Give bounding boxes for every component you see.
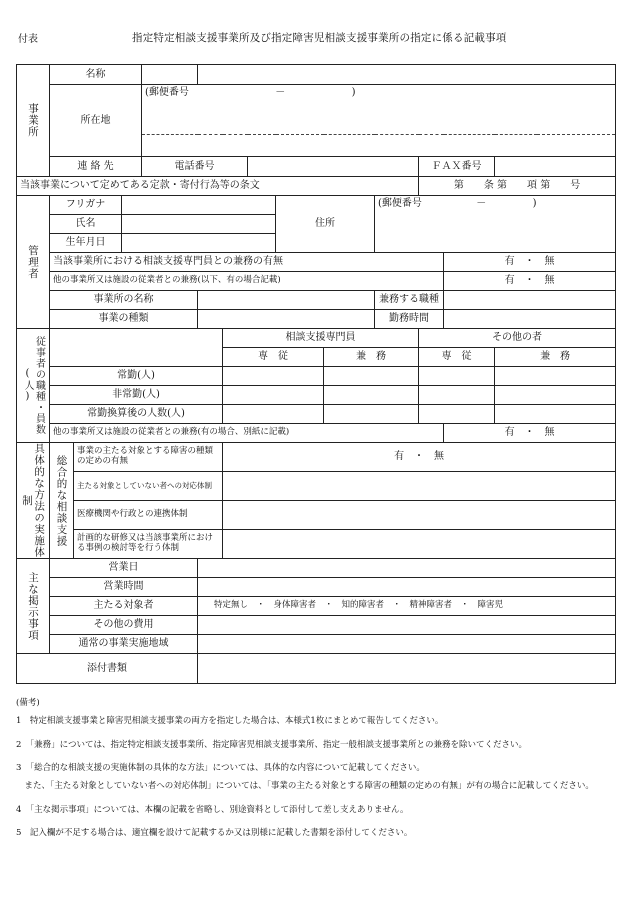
fax-field[interactable] xyxy=(495,157,616,177)
manager-postal-dash: － xyxy=(476,198,487,209)
method-section-label: 具体的な方法の実施体制 xyxy=(17,443,50,559)
training-system-field[interactable] xyxy=(223,530,616,559)
office-address-field[interactable] xyxy=(142,135,616,157)
main-target-label: 主たる対象者 xyxy=(50,597,198,616)
staff-cell[interactable] xyxy=(419,405,495,424)
job-type-label: 兼務する職種 xyxy=(375,291,444,310)
manager-postal-label: (郵便番号 xyxy=(378,198,422,209)
service-area-field[interactable] xyxy=(198,635,616,654)
manager-address-label: 住所 xyxy=(276,196,375,253)
phone-label: 電話番号 xyxy=(142,157,248,177)
remark-item: 4 「主な掲示事項」については、本欄の記載を省略し、別途資料として添付して差し支えありません。 xyxy=(16,804,409,815)
office-name-label-2: 事業所の名称 xyxy=(50,291,198,310)
staff-row-label: 非常勤(人) xyxy=(50,386,223,405)
form-table xyxy=(16,64,616,684)
business-days-field[interactable] xyxy=(198,559,616,578)
page-title: 指定特定相談支援事業所及び指定障害児相談支援事業所の指定に係る記載事項 xyxy=(132,32,507,44)
office-name-gap xyxy=(142,65,198,85)
staff-cell[interactable] xyxy=(324,386,419,405)
remark-item: 5 記入欄が不足する場合は、適宜欄を設けて記載するか又は別様に記載した書類を添付してください。 xyxy=(16,827,413,838)
concurrent-other-choice[interactable]: 有 ・ 無 xyxy=(444,272,616,291)
concurrent-consultant-choice[interactable]: 有 ・ 無 xyxy=(444,253,616,272)
non-target-support-label: 主たる対象としていない者への対応体制 xyxy=(74,472,223,501)
business-type-label: 事業の種類 xyxy=(50,310,198,329)
business-hours-label: 営業時間 xyxy=(50,578,198,597)
office-section-label: 事業所 xyxy=(17,65,50,177)
consultant-concurrent-header: 兼 務 xyxy=(324,348,419,367)
birth-date-label: 生年月日 xyxy=(50,234,122,253)
office-name-label: 名称 xyxy=(50,65,142,85)
remarks xyxy=(16,697,616,850)
attachments-field[interactable] xyxy=(198,654,616,684)
manager-name-label: 氏名 xyxy=(50,215,122,234)
non-target-support-field[interactable] xyxy=(223,472,616,501)
main-target-options[interactable]: 特定無し ・ 身体障害者 ・ 知的障害者 ・ 精神障害者 ・ 障害児 xyxy=(198,597,616,616)
target-disability-choice[interactable]: 有 ・ 無 xyxy=(223,443,616,472)
furigana-field[interactable] xyxy=(122,196,276,215)
notices-section-label: 主な掲示事項 xyxy=(17,559,50,654)
office-address-label: 所在地 xyxy=(50,85,142,157)
concurrent-consultant-label: 当該事業所における相談支援専門員との兼務の有無 xyxy=(50,253,444,272)
staff-row-label: 常勤換算後の人数(人) xyxy=(50,405,223,424)
remarks-title: (備考) xyxy=(16,698,40,708)
staff-cell[interactable] xyxy=(419,386,495,405)
work-hours-label: 勤務時間 xyxy=(375,310,444,329)
staff-row-label: 常勤(人) xyxy=(50,367,223,386)
consultant-fulltime-header: 専 従 xyxy=(223,348,324,367)
phone-field[interactable] xyxy=(248,157,419,177)
business-type-field[interactable] xyxy=(198,310,375,329)
staff-cell[interactable] xyxy=(223,367,324,386)
staff-header-blank xyxy=(50,329,223,367)
manager-name-field[interactable] xyxy=(122,215,276,234)
attachments-label: 添付書類 xyxy=(17,654,198,684)
office-name-field[interactable] xyxy=(198,65,616,85)
medical-coordination-field[interactable] xyxy=(223,501,616,530)
consultant-column-header: 相談支援専門員 xyxy=(223,329,419,348)
concurrent-office-name-field[interactable] xyxy=(198,291,375,310)
staff-cell[interactable] xyxy=(495,367,616,386)
staff-section-label: 従事者の職種・員数(人) xyxy=(17,329,50,443)
manager-section-label: 管理者 xyxy=(17,196,50,329)
staff-cell[interactable] xyxy=(495,405,616,424)
job-type-field[interactable] xyxy=(444,291,616,310)
staff-cell[interactable] xyxy=(223,386,324,405)
business-days-label: 営業日 xyxy=(50,559,198,578)
postal-label: (郵便番号 xyxy=(145,87,189,98)
articles-label: 当該事業について定めてある定款・寄付行為等の条文 xyxy=(17,177,419,196)
medical-coordination-label: 医療機関や行政との連携体制 xyxy=(74,501,223,530)
office-postal-field[interactable] xyxy=(142,85,616,135)
contact-label: 連 絡 先 xyxy=(50,157,142,177)
other-fulltime-header: 専 従 xyxy=(419,348,495,367)
remark-item: また、「主たる対象としていない者への対応体制」については、「事業の主たる対象とする障害の種類の定めの有無」が有の場合に記載してください。 xyxy=(16,781,594,792)
articles-value-field[interactable]: 第 条 第 項 第 号 xyxy=(419,177,616,196)
staff-cell[interactable] xyxy=(223,405,324,424)
staff-cell[interactable] xyxy=(324,367,419,386)
work-hours-field[interactable] xyxy=(444,310,616,329)
furigana-label: フリガナ xyxy=(50,196,122,215)
birth-date-field[interactable] xyxy=(122,234,276,253)
manager-address-field[interactable] xyxy=(375,196,616,253)
manager-postal-close: ) xyxy=(532,198,537,209)
target-disability-label: 事業の主たる対象とする障害の種類の定めの有無 xyxy=(74,443,223,472)
remark-item: 3 「総合的な相談支援の実施体制の具体的な方法」については、具体的な内容について記載してください。 xyxy=(16,762,425,773)
other-concurrent-header: 兼 務 xyxy=(495,348,616,367)
remark-item: 1 特定相談支援事業と障害児相談支援事業の両方を指定した場合は、本様式1枚にまとめて報告してください。 xyxy=(16,716,444,727)
service-area-label: 通常の事業実施地域 xyxy=(50,635,198,654)
method-subsection-label: 総合的な相談支援 xyxy=(50,443,74,559)
other-column-header: その他の者 xyxy=(419,329,616,348)
staff-concurrent-label: 他の事業所又は施設の従業者との兼務(有の場合、別紙に記載) xyxy=(50,424,444,443)
form-appendix-label: 付表 xyxy=(18,34,38,45)
remark-item: 2 「兼務」については、指定特定相談支援事業所、指定障害児相談支援事業所、指定一般相談支援事業所との兼務を除いてください。 xyxy=(16,739,527,750)
other-fees-label: その他の費用 xyxy=(50,616,198,635)
staff-cell[interactable] xyxy=(495,386,616,405)
concurrent-other-label: 他の事業所又は施設の従業者との兼務(以下、有の場合記載) xyxy=(50,272,444,291)
postal-close: ) xyxy=(351,87,356,98)
other-fees-field[interactable] xyxy=(198,616,616,635)
training-system-label: 計画的な研修又は当該事業所における事例の検討等を行う体制 xyxy=(74,530,223,559)
fax-label: ＦＡＸ番号 xyxy=(419,157,495,177)
staff-cell[interactable] xyxy=(324,405,419,424)
staff-cell[interactable] xyxy=(419,367,495,386)
staff-concurrent-choice[interactable]: 有 ・ 無 xyxy=(444,424,616,443)
postal-dash: － xyxy=(275,87,286,98)
business-hours-field[interactable] xyxy=(198,578,616,597)
